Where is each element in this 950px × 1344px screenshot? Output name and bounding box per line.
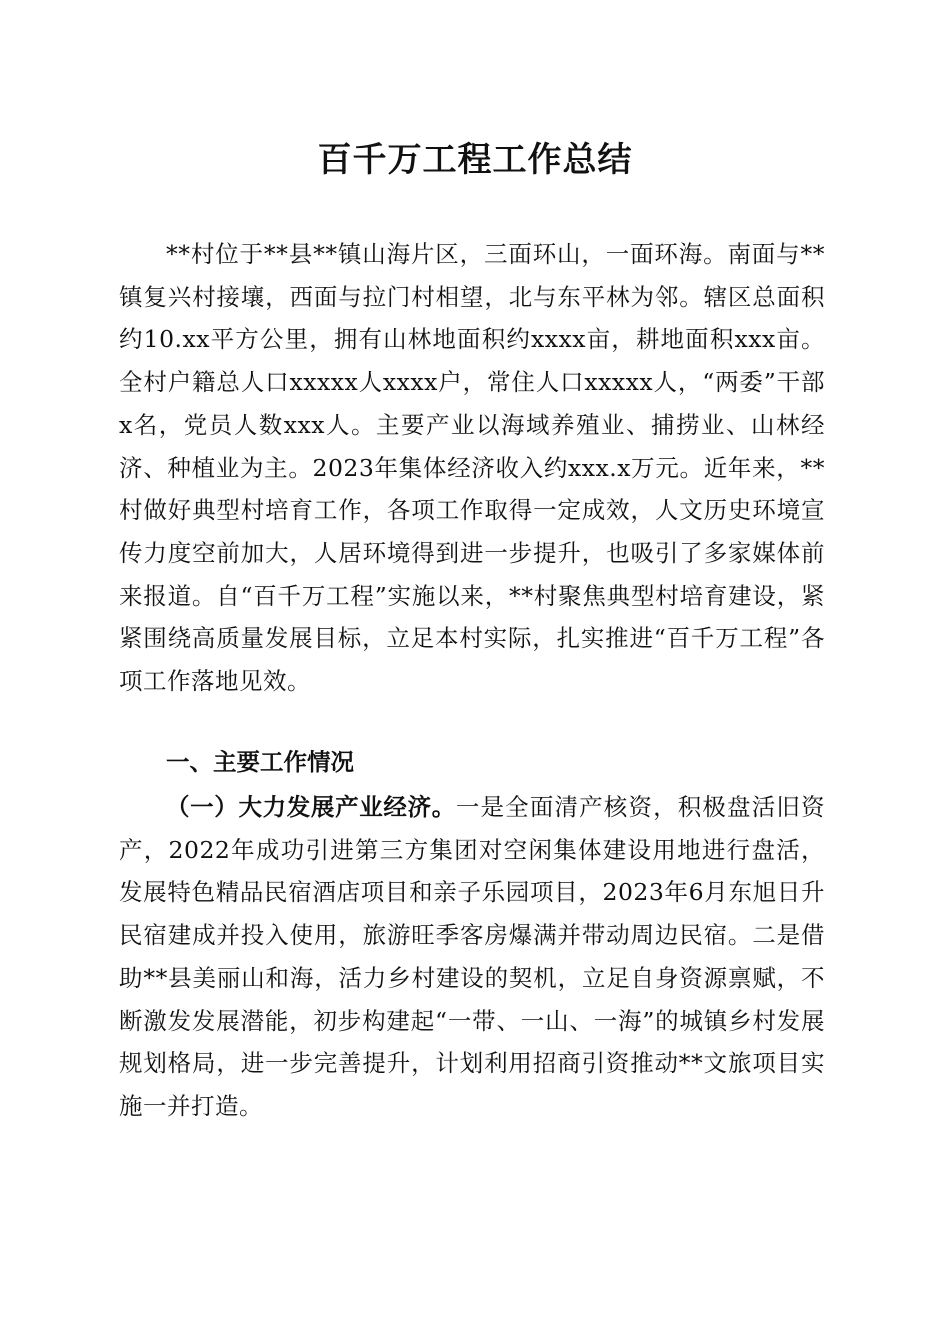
subsection-paragraph-industry	[119, 786, 825, 1128]
subsection-text-industry: 一是全面清产核资，积极盘活旧资产，2022年成功引进第三方集团对空闲集体建设用地进行盘活，发展特色精品民宿酒店项目和亲子乐园项目，2023年6月东旭日升民宿建成并投入使用，旅游旺季客房爆满并带动周边民宿。二是借助**县美丽山和海，活力乡村建设的契机，立足自身资源禀赋，不断激发发展潜能，初步构建起“一带、一山、一海”的城镇乡村发展规划格局，进一步完善提升，计划利用招商引资推动**文旅项目实施一并打造。	[119, 793, 826, 1120]
subsection-heading-industry: （一）大力发展产业经济。	[166, 793, 456, 821]
document-title: 百千万工程工作总结	[317, 140, 633, 180]
intro-paragraph: **村位于**县**镇山海片区，三面环山，一面环海。南面与**镇复兴村接壤，西面与拉门村相望，北与东平林为邻。辖区总面积约10.xx平方公里，拥有山林地面积约xxxx亩，耕地面积xxx亩。全村户籍总人口xxxxx人xxxx户，常住人口xxxxx人，“两委”干部x名，党员人数xxx人。主要产业以海域养殖业、捕捞业、山林经济、种植业为主。2023年集体经济收入约xxx.x万元。近年来，**村做好典型村培育工作，各项工作取得一定成效，人文历史环境宣传力度空前加大，人居环境得到进一步提升，也吸引了多家媒体前来报道。自“百千万工程”实施以来，**村聚焦典型村培育建设，紧紧围绕高质量发展目标，立足本村实际，扎实推进“百千万工程”各项工作落地见效。	[119, 240, 825, 696]
section-heading-main-work: 一、主要工作情况	[166, 748, 354, 776]
